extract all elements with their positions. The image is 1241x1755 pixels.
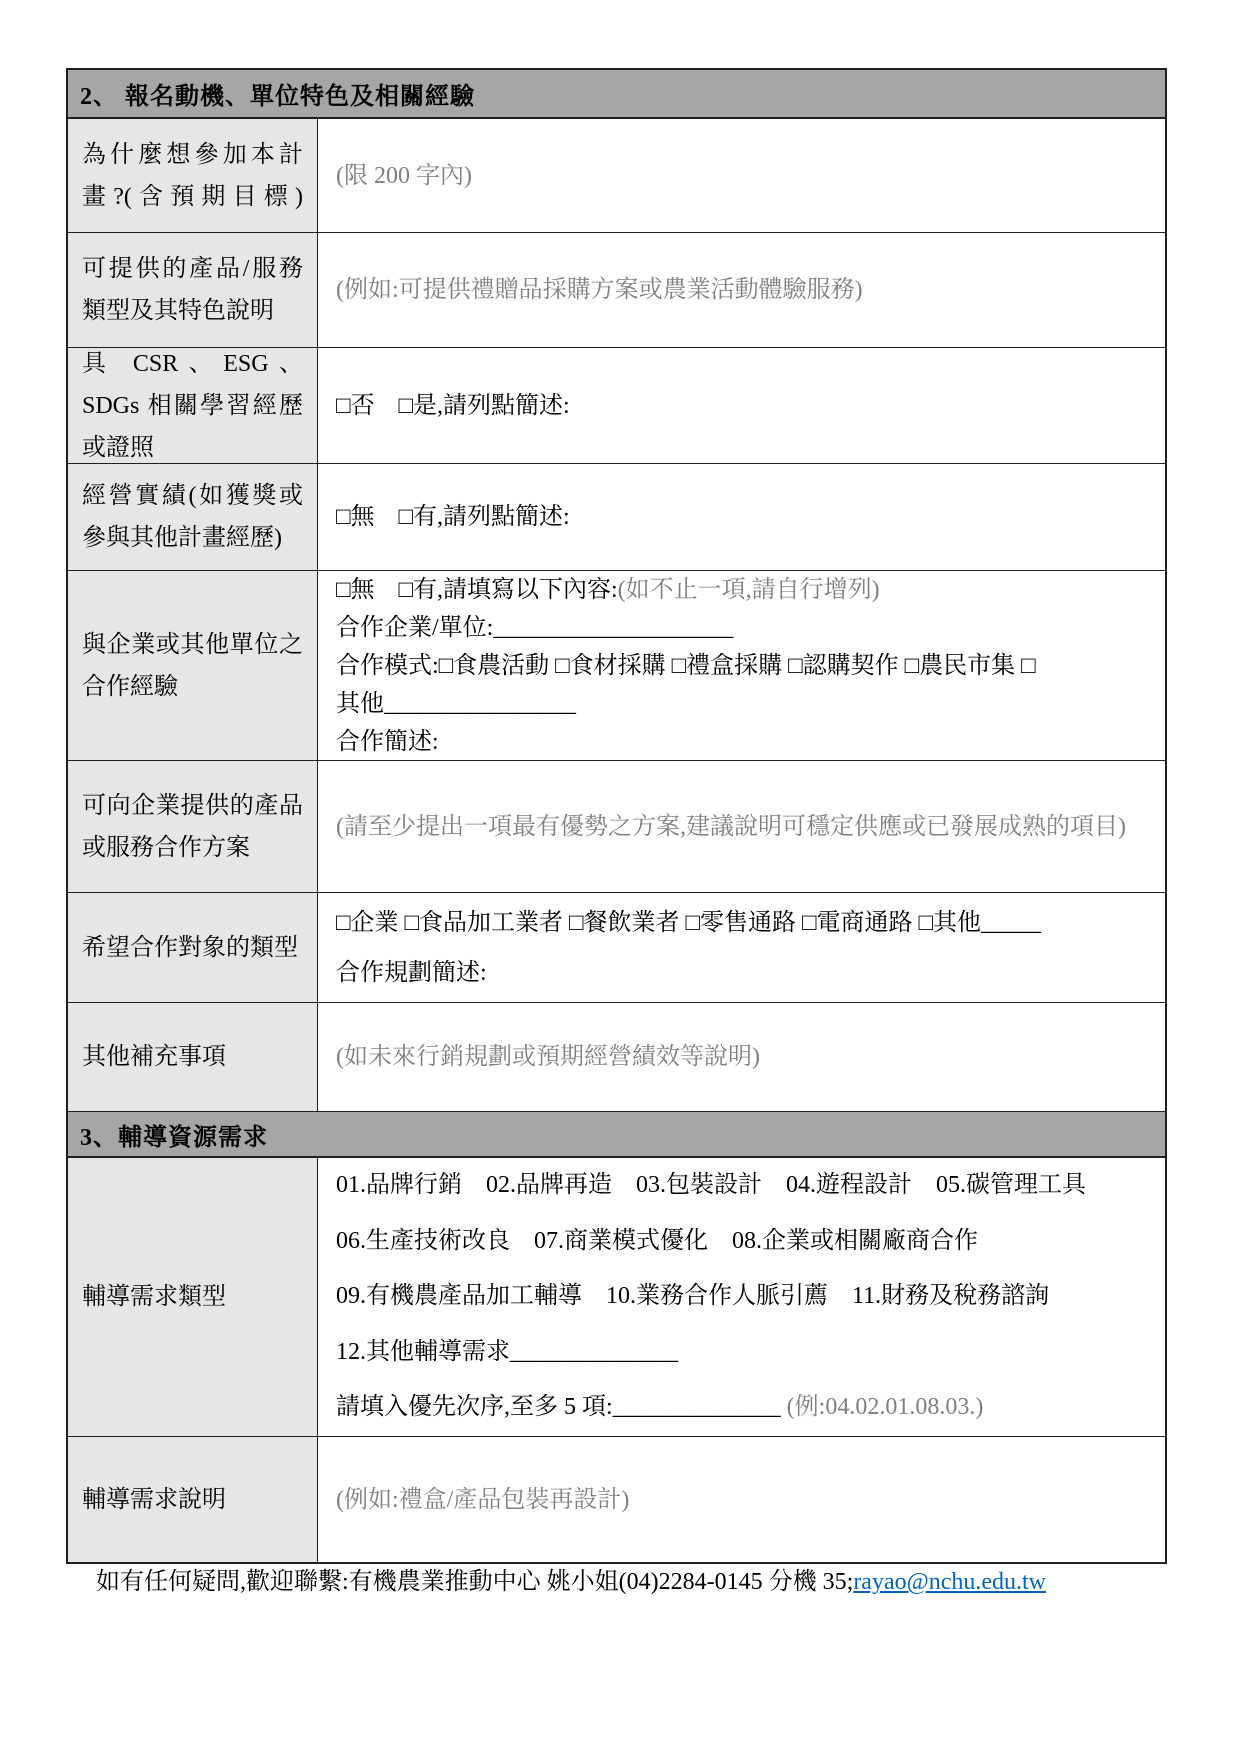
application-form-table [66,68,1167,1564]
section3-title: 3、輔導資源需求 [80,1124,268,1151]
row-other-notes-content [318,1003,1165,1111]
row-coaching-needs-description-label: 輔導需求說明 [68,1437,318,1562]
row-coaching-needs-description-content [318,1437,1165,1562]
row-proposal-content [318,761,1165,892]
placeholder-hint: (例如:可提供禮贈品採購方案或農業活動體驗服務) [336,277,863,303]
row-coaching-needs-type [68,1158,1165,1437]
row-coaching-needs-type-label: 輔導需求類型 [68,1158,318,1436]
row-csr-esg-sdgs-label: 具 CSR、ESG、SDGs 相關學習經歷或證照 [68,348,318,463]
needs-options-line-1: 01.品牌行銷 02.品牌再造 03.包裝設計 04.遊程設計 05.碳管理工具 [336,1172,1086,1199]
section2-title: 2、 報名動機、單位特色及相關經驗 [80,84,475,110]
partner-company-blank-line[interactable]: 合作企業/單位:____________________ [336,614,734,641]
placeholder-hint: (限 200 字內) [336,162,472,189]
row-cooperation-experience-content [318,571,1165,760]
row-cooperation-experience-label: 與企業或其他單位之合作經驗 [68,571,318,760]
needs-other-blank-line[interactable]: 12.其他輔導需求______________ [336,1338,678,1365]
placeholder-hint: (例如:禮盒/產品包裝再設計) [336,1486,630,1513]
cooperation-mode-other-blank[interactable]: 其他________________ [336,690,576,717]
footer-contact [96,1565,1186,1599]
row-products-services-label: 可提供的產品/服務類型及其特色說明 [68,233,318,347]
cooperation-mode-checkbox-line[interactable]: 合作模式:□食農活動 □食材採購 □禮盒採購 □認購契作 □農民市集 □ [336,652,1036,679]
row-csr-esg-sdgs-content [318,348,1165,463]
row-coaching-needs-description [68,1437,1165,1562]
inline-hint: (如不止一項,請自行增列) [617,576,880,603]
row-other-notes-label: 其他補充事項 [68,1003,318,1111]
row-proposal [68,761,1165,893]
row-cooperation-experience [68,571,1165,761]
row-target-partners-content [318,893,1165,1002]
cooperation-plan-summary-label: 合作規劃簡述: [336,959,487,986]
row-products-services [68,233,1165,348]
needs-options-line-3: 09.有機農產品加工輔導 10.業務合作人脈引薦 11.財務及稅務諮詢 [336,1283,1050,1310]
row-motivation [68,119,1165,233]
checkbox-line-have-none[interactable]: □無 □有,請列點簡述: [336,504,570,530]
row-target-partners-label: 希望合作對象的類型 [68,893,318,1002]
row-proposal-label: 可向企業提供的產品或服務合作方案 [68,761,318,892]
cooperation-summary-label: 合作簡述: [336,728,439,755]
section2-header [68,70,1165,119]
inline-example-hint: (例:04.02.01.08.03.) [786,1394,984,1421]
email-link[interactable]: rayao@nchu.edu.tw [853,1569,1047,1595]
footer-contact-text: 如有任何疑問,歡迎聯繫:有機農業推動中心 姚小姐(04)2284-0145 分機 35; [96,1569,854,1595]
row-motivation-label: 為什麼想參加本計畫?(含預期目標) [68,119,318,232]
checkbox-line-have-none[interactable]: □無 □有,請填寫以下內容:(如不止一項,請自行增列) [336,576,880,603]
row-products-services-content [318,233,1165,347]
row-achievements-label: 經營實績(如獲獎或參與其他計畫經歷) [68,464,318,570]
row-other-notes [68,1003,1165,1112]
row-csr-esg-sdgs [68,348,1165,464]
row-motivation-content [318,119,1165,232]
placeholder-hint: (如未來行銷規劃或預期經營績效等說明) [336,1044,760,1070]
partner-type-checkbox-line[interactable]: □企業 □食品加工業者 □餐飲業者 □零售通路 □電商通路 □其他_____ [336,909,1041,936]
placeholder-hint: (請至少提出一項最有優勢之方案,建議說明可穩定供應或已發展成熟的項目) [336,813,1126,840]
row-achievements [68,464,1165,571]
priority-order-line[interactable]: 請填入優先次序,至多 5 項:______________ (例:04.02.01.08.03.) [336,1394,984,1421]
checkbox-line-yes-no[interactable]: □否 □是,請列點簡述: [336,392,570,419]
row-achievements-content [318,464,1165,570]
needs-options-line-2: 06.生產技術改良 07.商業模式優化 08.企業或相關廠商合作 [336,1227,978,1254]
row-coaching-needs-type-content [318,1158,1165,1436]
row-target-partners [68,893,1165,1003]
section3-header [68,1112,1165,1158]
